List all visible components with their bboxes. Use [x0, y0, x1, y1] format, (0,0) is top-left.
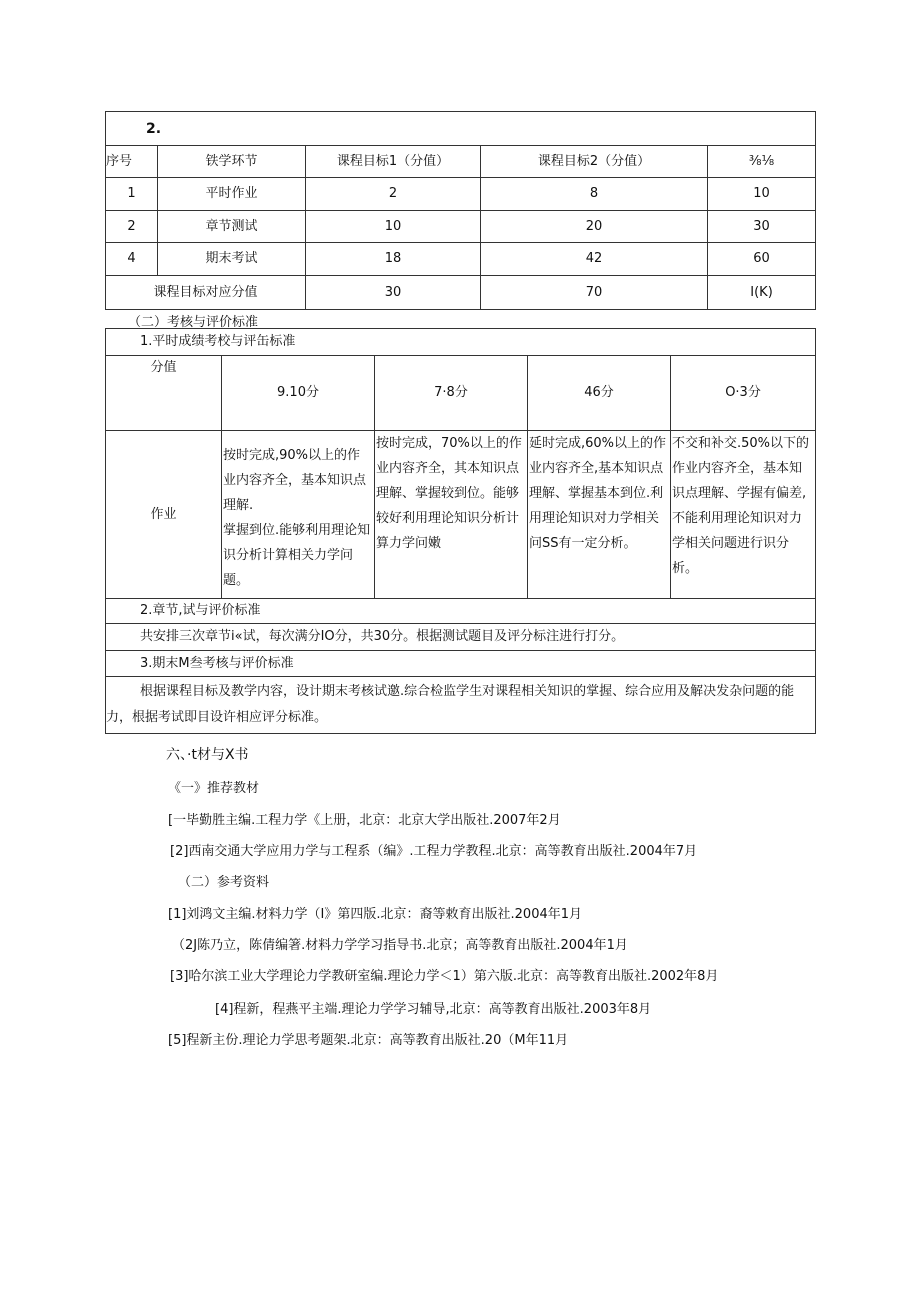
criteria-cell: 按时完成，70%以上的作业内容齐全，其本知识点理解、掌握较到位。能够较好利用理论知识分析计算力学问嫩 [375, 431, 528, 599]
cell: 8 [481, 178, 708, 211]
cell: 4 [106, 243, 158, 276]
reference-item: [4]程新，程燕平主端.理论力学学习辅导,北京：高等教育出版社.2003年8月 [215, 1002, 652, 1017]
score-level: 46分 [528, 356, 671, 431]
cell: 1 [106, 178, 158, 211]
cell: 42 [481, 243, 708, 276]
score-distribution-table [105, 111, 816, 310]
row-label: 作业 [106, 431, 222, 599]
subsection-title: 2.章节,试与评价标准 [106, 599, 816, 624]
textbook-item: [一毕勤胜主编.工程力学《上册，北京：北京大学出版社.2007年2月 [168, 813, 561, 828]
score-level: 9.10分 [222, 356, 375, 431]
subsection-text: 根据课程目标及教学内容，设计期末考核试邀.综合检监学生对课程相关知识的掌握、综合应用及解决发杂问题的能力，根据考试即目设许相应评分标准。 [106, 677, 816, 734]
cell: 2 [106, 211, 158, 243]
textbook-item: [2]西南交通大学应用力学与工程系（编》.工程力学教程.北京：高等教育出版社.2004年7月 [170, 844, 698, 859]
header-cell: 铁学环节 [158, 146, 306, 178]
header-cell: 课程目标2（分值） [481, 146, 708, 178]
reference-item: [5]程新主份.理论力学思考题架.北京：高等教育出版社.20（M年11月 [168, 1033, 569, 1048]
table-row [106, 243, 816, 276]
header-cell: 序号 [106, 146, 158, 178]
references-heading: 六、·t材与X书 [166, 747, 249, 763]
cell: 平时作业 [158, 178, 306, 211]
textbooks-title: 《一》推荐教材 [168, 781, 260, 796]
cell: 章节测试 [158, 211, 306, 243]
evaluation-criteria-table [105, 328, 816, 734]
criteria-cell: 按时完成,90%以上的作业内容齐全，基本知识点理解. 掌握到位.能够利用理论知识分析计算相关力学问题。 [222, 431, 375, 599]
subsection-text: 共安排三次章节i«试，每次满分IO分，共30分。根据测试题目及评分标注进行打分。 [106, 624, 816, 651]
score-level: O·3分 [671, 356, 816, 431]
score-level: 7·8分 [375, 356, 528, 431]
reference-item: [3]哈尔滨工业大学理论力学教研室编.理论力学＜1）第六版.北京：高等教育出版社.2002年8月 [170, 969, 719, 984]
header-cell: 课程目标1（分值） [306, 146, 481, 178]
cell: 课程目标对应分值 [106, 276, 306, 310]
cell: 10 [708, 178, 816, 211]
cell: 2 [306, 178, 481, 211]
table-row [106, 178, 816, 211]
cell: I(K) [708, 276, 816, 310]
subsection-title: 1.平时成绩考校与评缶标准 [106, 329, 816, 356]
section-heading: （二）考核与评价标准 [128, 315, 259, 330]
cell: 30 [708, 211, 816, 243]
criteria-cell: 不交和补交.50%以下的作业内容齐全，基本知识点理解、学握有偏差,不能利用理论知识对力学相关问题进行识分析。 [671, 431, 816, 599]
table-total-row [106, 276, 816, 310]
table-row [106, 211, 816, 243]
header-cell: ⅜⅛ [708, 146, 816, 178]
subsection-title: 3.期末M叁考核与评价标准 [106, 651, 816, 677]
table-title: 2. [106, 112, 816, 146]
score-label: 分值 [106, 356, 222, 431]
cell: 10 [306, 211, 481, 243]
cell: 18 [306, 243, 481, 276]
cell: 期末考试 [158, 243, 306, 276]
cell: 70 [481, 276, 708, 310]
criteria-cell: 延时完成,60%以上的作业内容齐全,基本知识点理解、掌握基本到位.利用理论知识对力学相关问SS有一定分析。 [528, 431, 671, 599]
cell: 60 [708, 243, 816, 276]
refs-title: （二）参考资料 [178, 875, 270, 890]
table-header-row [106, 146, 816, 178]
reference-item: [1]刘鸿文主编.材料力学（I》第四版.北京：裔等敕育出版社.2004年1月 [168, 907, 583, 922]
cell: 30 [306, 276, 481, 310]
cell: 20 [481, 211, 708, 243]
reference-item: （2J陈乃立，陈倩编箸.材料力学学习指导书.北京；高等教育出版社.2004年1月 [172, 938, 628, 953]
